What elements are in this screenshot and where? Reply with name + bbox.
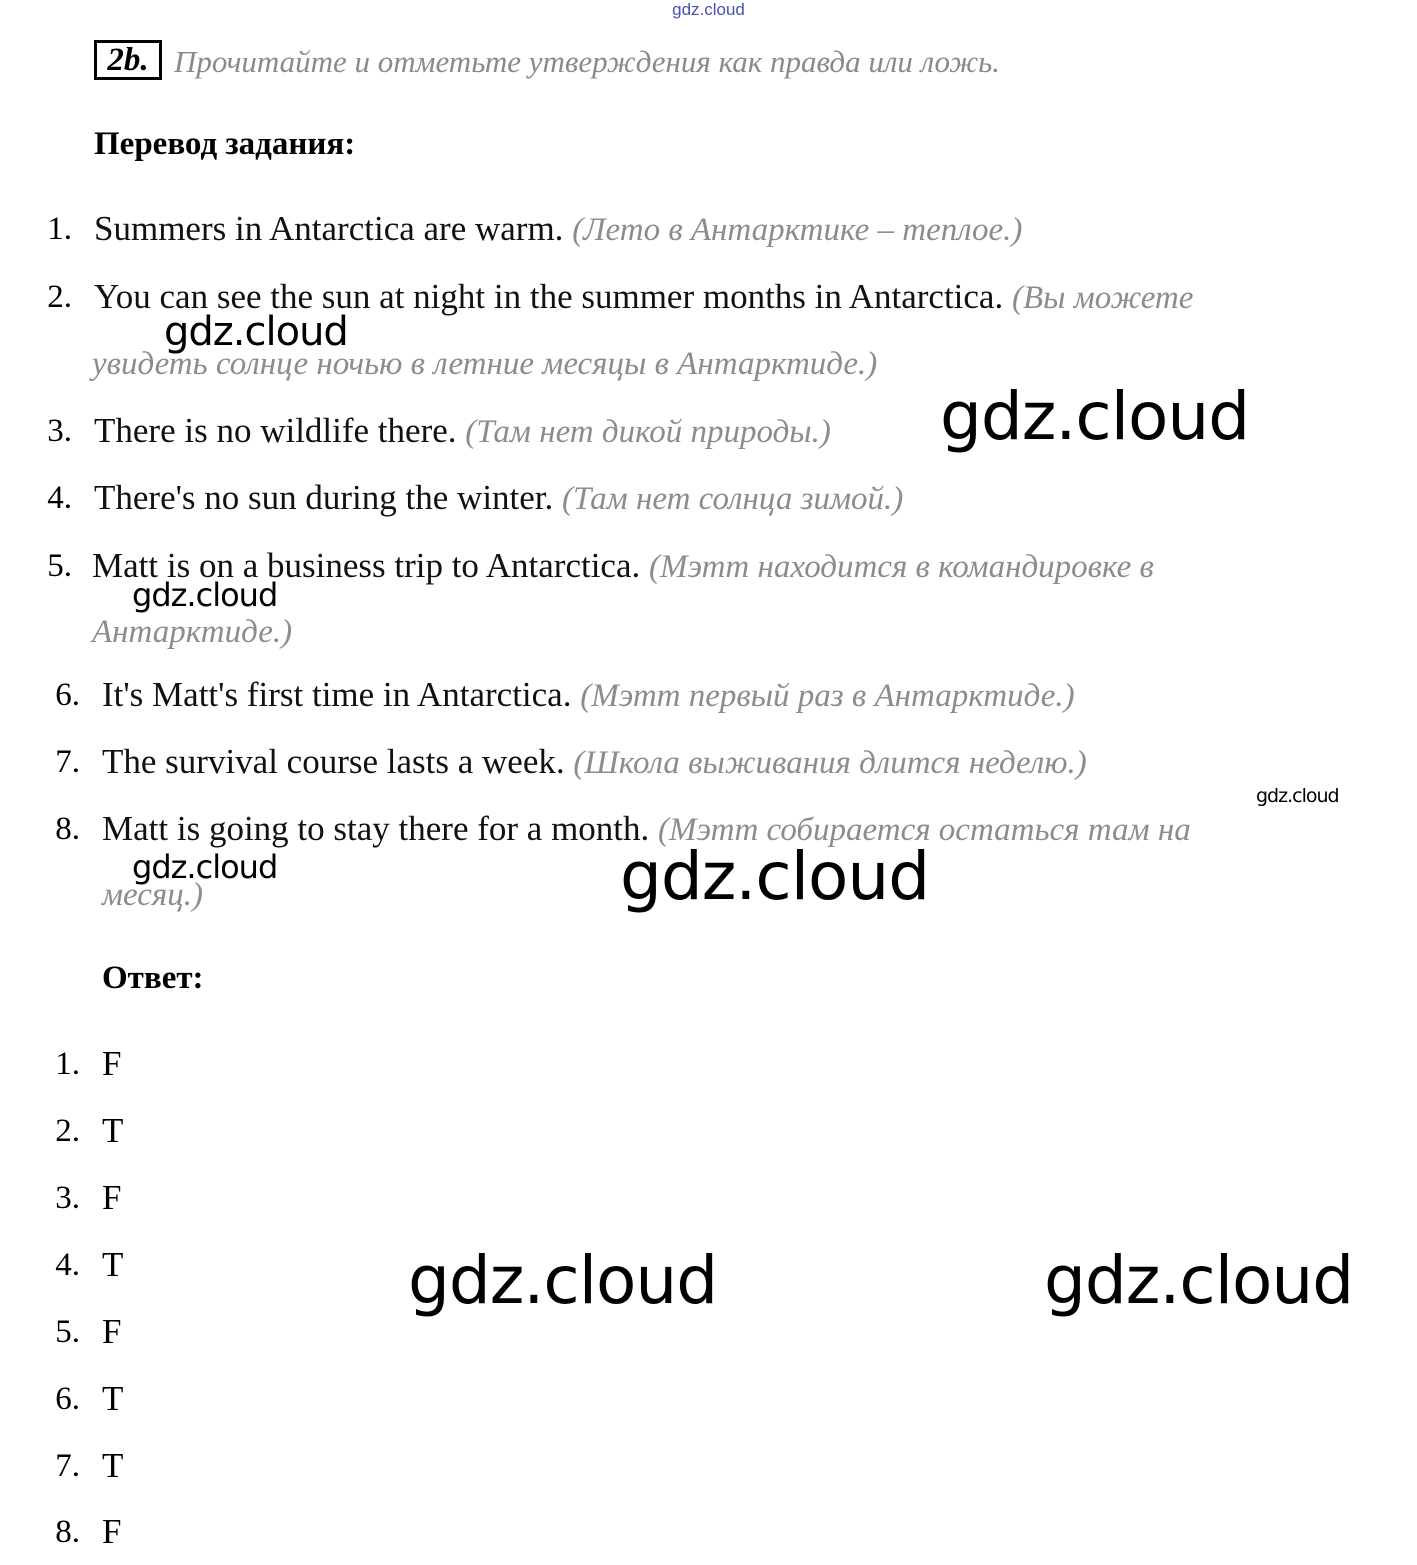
statement-english: There is no wildlife there. (Там нет дикой природы.) (94, 411, 831, 450)
site-watermark-top: gdz.cloud (672, 0, 745, 19)
answer-number: 3. (55, 1180, 80, 1216)
watermark: gdz.cloud (164, 309, 348, 355)
statement-number: 5. (47, 548, 72, 584)
statement-translation: (Вы можете (1011, 280, 1194, 316)
answer-number: 7. (55, 1448, 80, 1484)
statement-number: 4. (47, 480, 72, 516)
watermark: gdz.cloud (132, 848, 278, 886)
statement-translation-cont: увидеть солнце ночью в летние месяцы в Антарктиде.) (92, 346, 878, 382)
watermark: gdz.cloud (940, 378, 1250, 455)
watermark: gdz.cloud (132, 576, 278, 614)
statement-number: 3. (47, 413, 72, 449)
answer-number: 4. (55, 1247, 80, 1283)
answer-number: 5. (55, 1314, 80, 1350)
translation-heading: Перевод задания: (94, 126, 356, 162)
statement-number: 2. (47, 279, 72, 315)
statement-number: 7. (55, 744, 80, 780)
answer-number: 1. (55, 1046, 80, 1082)
statement-english: There's no sun during the winter. (Там нет солнца зимой.) (94, 478, 904, 517)
watermark: gdz.cloud (408, 1242, 718, 1319)
statement-english: You can see the sun at night in the summer months in Antarctica. (Вы можете (94, 277, 1194, 316)
answer-value: F (102, 1512, 122, 1551)
answer-number: 2. (55, 1113, 80, 1149)
answer-heading: Ответ: (102, 960, 204, 996)
statement-number: 1. (47, 211, 72, 247)
statement-translation: (Мэтт собирается остаться там на (658, 812, 1191, 848)
answer-value: T (102, 1111, 124, 1150)
answer-value: T (102, 1446, 124, 1485)
statement-translation: (Там нет дикой природы.) (465, 414, 831, 450)
statement-english: It's Matt's first time in Antarctica. (Мэтт первый раз в Антарктиде.) (102, 675, 1075, 714)
statement-english: Matt is going to stay there for a month. (Мэтт собирается остаться там на (102, 809, 1191, 848)
statement-number: 6. (55, 677, 80, 713)
answer-value: F (102, 1312, 122, 1351)
watermark: gdz.cloud (1044, 1242, 1354, 1319)
statement-translation: (Школа выживания длится неделю.) (573, 745, 1087, 781)
answer-number: 6. (55, 1381, 80, 1417)
statement-translation: (Лето в Антарктике – теплое.) (572, 212, 1023, 248)
watermark: gdz.cloud (620, 838, 930, 915)
statement-translation: (Мэтт находится в командировке в (649, 549, 1154, 585)
answer-value: T (102, 1245, 124, 1284)
statement-translation-cont: Антарктиде.) (92, 614, 293, 650)
statement-english: Summers in Antarctica are warm. (Лето в Антарктике – теплое.) (94, 209, 1023, 248)
statement-translation-cont: месяц.) (102, 877, 203, 913)
statement-english: Matt is on a business trip to Antarctica. (Мэтт находится в командировке в (92, 546, 1154, 585)
statement-english: The survival course lasts a week. (Школа выживания длится неделю.) (102, 742, 1087, 781)
watermark: gdz.cloud (1256, 785, 1339, 807)
answer-number: 8. (55, 1514, 80, 1550)
answer-value: F (102, 1044, 122, 1083)
task-instruction: Прочитайте и отметьте утверждения как правда или ложь. (174, 44, 1000, 79)
answer-value: T (102, 1379, 124, 1418)
answer-value: F (102, 1178, 122, 1217)
statement-translation: (Там нет солнца зимой.) (562, 481, 904, 517)
statement-number: 8. (55, 811, 80, 847)
task-number-badge: 2b. (94, 40, 162, 80)
statement-translation: (Мэтт первый раз в Антарктиде.) (580, 678, 1075, 714)
